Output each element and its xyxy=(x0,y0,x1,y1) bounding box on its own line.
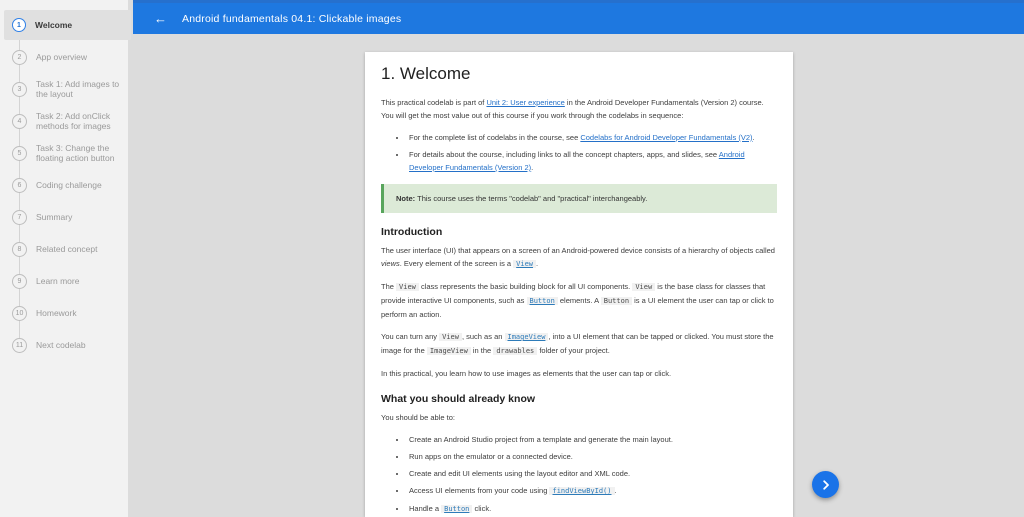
text-link[interactable]: Android Developer Fundamentals (Version 2) xyxy=(409,150,745,172)
code-chip: View xyxy=(396,283,419,291)
back-arrow-icon[interactable]: ← xyxy=(154,11,167,26)
step-number-badge: 9 xyxy=(12,274,27,289)
app-header xyxy=(133,0,1024,34)
card-content xyxy=(381,64,777,516)
code-link[interactable]: findViewById() xyxy=(549,487,614,495)
sidebar-step-1[interactable] xyxy=(4,10,131,40)
code-link[interactable]: View xyxy=(513,260,536,268)
text-link[interactable]: Codelabs for Android Developer Fundamentals (V2) xyxy=(580,133,753,142)
bold-text: Note: xyxy=(396,194,416,203)
bullet-list xyxy=(381,433,777,516)
sidebar-step-9[interactable] xyxy=(4,266,131,296)
sidebar-step-7[interactable] xyxy=(4,202,131,232)
step-label: Related concept xyxy=(36,243,98,254)
sidebar-step-2[interactable] xyxy=(4,42,131,72)
paragraph: You should be able to: xyxy=(381,413,455,422)
step-content-card xyxy=(365,52,793,517)
step-number-badge: 10 xyxy=(12,306,27,321)
code-link[interactable]: ImageView xyxy=(505,333,549,341)
step-label: Next codelab xyxy=(36,339,86,350)
paragraph: This practical codelab is part of Unit 2: User experience in the Android Developer Fundamentals (Version 2) course. You will get the most value out of this course if you work through the codelabs in sequence: xyxy=(381,98,764,120)
step-number-badge: 11 xyxy=(12,338,27,353)
list-item: • For details about the course, including links to all the concept chapters, apps, and slides, see Android Developer Fundamentals (Version 2). xyxy=(407,148,777,174)
step-label: Task 2: Add onClick methods for images xyxy=(36,110,111,131)
step-number-badge: 8 xyxy=(12,242,27,257)
codelab-title: Android fundamentals 04.1: Clickable images xyxy=(182,12,402,25)
paragraph: The user interface (UI) that appears on a screen of an Android-powered device consists of a hierarchy of objects called views. Every element of the screen is a View . xyxy=(381,246,775,268)
sidebar-step-11[interactable] xyxy=(4,330,131,360)
step-label: Summary xyxy=(36,211,73,222)
code-link[interactable]: Button xyxy=(527,297,558,305)
steps-sidebar xyxy=(0,0,128,517)
page-title: 1. Welcome xyxy=(381,64,471,83)
step-label: App overview xyxy=(36,51,88,62)
code-chip: View xyxy=(439,333,462,341)
section-heading: Introduction xyxy=(381,226,443,238)
sidebar-step-8[interactable] xyxy=(4,234,131,264)
sidebar-step-6[interactable] xyxy=(4,170,131,200)
code-link[interactable]: Button xyxy=(441,505,472,513)
step-label: Homework xyxy=(36,307,77,318)
step-number-badge: 2 xyxy=(12,50,27,65)
chevron-right-icon xyxy=(821,480,831,490)
paragraph: The View class represents the basic building block for all UI components. View is the base class for classes that provide interactive UI components, such as Button elements. A Button is a UI element the user can tap or click to perform an action. xyxy=(381,282,774,319)
sidebar-step-5[interactable] xyxy=(4,138,131,168)
code-chip: Button xyxy=(601,297,632,305)
sidebar-step-4[interactable] xyxy=(4,106,131,136)
note-callout: Note: This course uses the terms "codelab" and "practical" interchangeably. xyxy=(381,184,777,213)
list-item: • Create an Android Studio project from a template and generate the main layout. xyxy=(407,433,777,446)
step-label: Task 3: Change the floating action button xyxy=(36,142,115,163)
step-number-badge: 6 xyxy=(12,178,27,193)
paragraph: In this practical, you learn how to use images as elements that the user can tap or click. xyxy=(381,369,672,378)
section-heading: What you should already know xyxy=(381,393,536,405)
code-chip: ImageView xyxy=(427,347,471,355)
step-label: Welcome xyxy=(35,19,73,30)
bullet-list xyxy=(381,131,777,174)
sidebar-step-10[interactable] xyxy=(4,298,131,328)
paragraph: You can turn any View , such as an ImageView , into a UI element that can be tapped or clicked. You must store the image for the ImageView in the drawables folder of your project. xyxy=(381,332,774,355)
list-item: • Handle a Button click. xyxy=(407,502,777,516)
step-label: Learn more xyxy=(36,275,80,286)
step-number-badge: 5 xyxy=(12,146,27,161)
list-item: • For the complete list of codelabs in the course, see Codelabs for Android Developer Fundamentals (V2). xyxy=(407,131,777,144)
sidebar-step-3[interactable] xyxy=(4,74,131,104)
step-number-badge: 4 xyxy=(12,114,27,129)
list-item: • Access UI elements from your code using findViewById() . xyxy=(407,484,777,498)
main-area xyxy=(133,0,1024,517)
italic-text: views xyxy=(381,259,400,268)
step-number-badge: 1 xyxy=(12,18,26,32)
step-number-badge: 3 xyxy=(12,82,27,97)
code-chip: drawables xyxy=(493,347,537,355)
list-item: • Run apps on the emulator or a connected device. xyxy=(407,450,777,463)
next-step-fab[interactable] xyxy=(812,471,839,498)
step-number-badge: 7 xyxy=(12,210,27,225)
step-label: Coding challenge xyxy=(36,179,102,190)
code-chip: View xyxy=(632,283,655,291)
list-item: • Create and edit UI elements using the layout editor and XML code. xyxy=(407,467,777,480)
text-link[interactable]: Unit 2: User experience xyxy=(486,98,565,107)
step-label: Task 1: Add images to the layout xyxy=(36,78,120,99)
